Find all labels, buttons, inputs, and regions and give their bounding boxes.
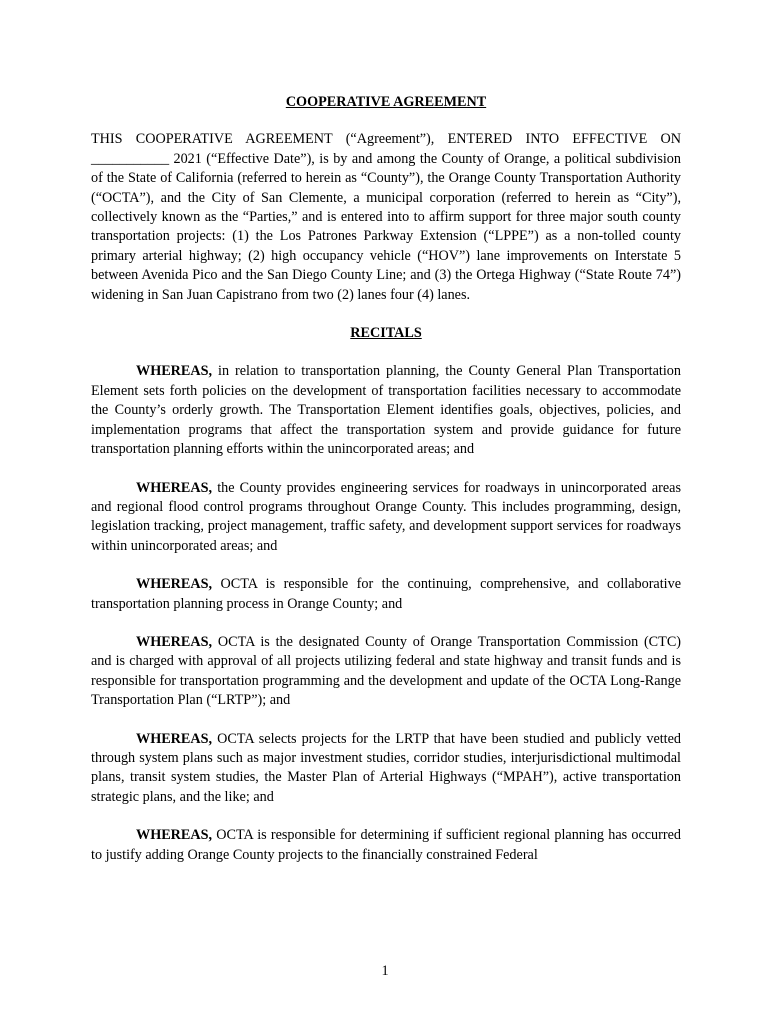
recital-text: in relation to transportation planning, the County General Plan Transportation Element sets forth policies on the development of transportation facilities necessary to accommodate the County’s orderly growth. The Transportation Element identifies goals, objectives, policies, and implementation programs that affect the transportation system and provide guidance for future transportation planning efforts within the unincorporated areas; and	[91, 363, 681, 458]
whereas-label: WHEREAS,	[136, 576, 213, 593]
whereas-label: WHEREAS,	[136, 730, 213, 747]
recital-paragraph-6	[91, 826, 681, 865]
intro-paragraph: THIS COOPERATIVE AGREEMENT (“Agreement”), ENTERED INTO EFFECTIVE ON ___________ 2021 (“Effective Date”), is by and among the County of Orange, a political subdivision of the State of California (referred to herein as “County”), the Orange County Transportation Authority (“OCTA”), and the City of San Clemente, a municipal corporation (referred to herein as “City”), collectively known as the “Parties,” and is entered into to affirm support for three major south county transportation projects: (1) the Los Patrones Parkway Extension (“LPPE”) as a non-tolled county primary arterial highway; (2) high occupancy vehicle (“HOV”) lane improvements on Interstate 5 between Avenida Pico and the San Diego County Line; and (3) the Ortega Highway (“State Route 74”) widening in San Juan Capistrano from two (2) lanes four (4) lanes.	[91, 131, 681, 303]
recital-paragraph-2	[91, 479, 681, 557]
whereas-label: WHEREAS,	[136, 827, 213, 844]
recital-paragraph-4	[91, 633, 681, 711]
page-number: 1	[381, 963, 389, 979]
recital-text: the County provides engineering services for roadways in unincorporated areas and regional flood control programs throughout Orange County. This includes programming, design, legislation tracking, project management, traffic safety, and development support services for roadways within unincorporated areas; and	[91, 479, 681, 554]
recital-paragraph-1	[91, 362, 681, 459]
recital-paragraph-5	[91, 730, 681, 808]
recital-text: OCTA is the designated County of Orange Transportation Commission (CTC) and is charged with approval of all projects utilizing federal and state highway and transit funds and is responsible for transportation programming and the development and update of the OCTA Long-Range Transportation Plan (“LRTP”); and	[91, 633, 682, 709]
recital-text: OCTA selects projects for the LRTP that have been studied and publicly vetted through system plans such as major investment studies, corridor studies, interjurisdictional multimodal plans, transit system studies, the Master Plan of Arterial Highways (“MPAH”), active transportation strategic plans, and the like; and	[91, 730, 682, 805]
recital-text: OCTA is responsible for determining if sufficient regional planning has occurred to justify adding Orange County projects to the financially constrained Federal	[91, 827, 681, 863]
whereas-label: WHEREAS,	[136, 479, 213, 496]
document-title: COOPERATIVE AGREEMENT	[285, 94, 487, 110]
whereas-label: WHEREAS,	[136, 633, 213, 650]
recital-text: OCTA is responsible for the continuing, comprehensive, and collaborative transportation planning process in Orange County; and	[91, 576, 681, 612]
whereas-label: WHEREAS,	[136, 363, 213, 380]
document-body	[91, 93, 681, 884]
recitals-heading: RECITALS	[350, 325, 422, 342]
recital-paragraph-3	[91, 575, 681, 614]
